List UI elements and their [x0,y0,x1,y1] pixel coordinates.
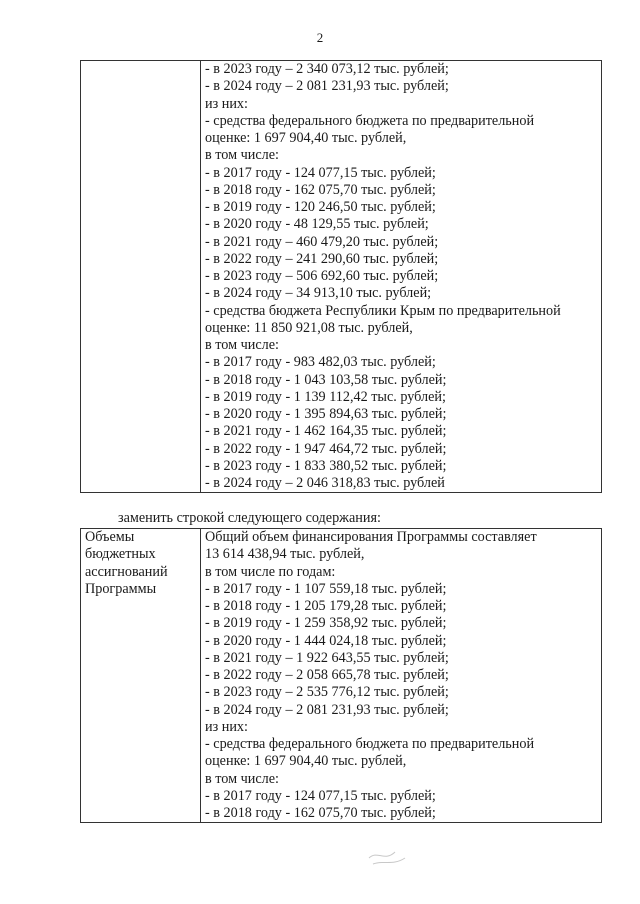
table-label-cell [81,529,201,823]
text-line: 13 614 438,94 тыс. рублей, [205,546,365,563]
text-line: оценке: 11 850 921,08 тыс. рублей, [205,319,413,336]
text-line: бюджетных [85,546,156,563]
text-line: ассигнований [85,563,168,580]
text-line: - в 2021 году - 1 462 164,35 тыс. рублей; [205,423,447,440]
table-row [81,529,602,823]
text-line: - в 2019 году - 120 246,50 тыс. рублей; [205,199,436,215]
text-line: Общий объем финансирования Программы составляет [205,529,537,545]
text-line: в том числе: [205,770,279,787]
text-line: - в 2018 году - 162 075,70 тыс. рублей; [205,805,436,821]
text-line: в том числе по годам: [205,563,336,580]
text-line: - в 2017 году - 983 482,03 тыс. рублей; [205,354,436,371]
replace-instruction: заменить строкой следующего содержания: [118,510,381,526]
page-number: 2 [316,30,324,45]
scan-mark [365,840,415,870]
text-line: - в 2024 году – 2 081 231,93 тыс. рублей; [205,78,449,95]
text-line: - в 2017 году - 124 077,15 тыс. рублей; [205,164,436,181]
text-line: - в 2024 году – 34 913,10 тыс. рублей; [205,285,432,302]
text-line: - в 2020 году - 1 395 894,63 тыс. рублей; [205,406,447,422]
text-line: из них: [205,718,248,735]
text-line: - в 2018 году - 1 205 179,28 тыс. рублей; [205,598,447,614]
text-line: - в 2018 году - 1 043 103,58 тыс. рублей; [205,371,447,388]
text-line: оценке: 1 697 904,40 тыс. рублей, [205,130,407,146]
text-line: - в 2019 году - 1 259 358,92 тыс. рублей; [205,615,447,632]
table-content-cell [201,529,602,823]
text-line: в том числе: [205,337,279,353]
text-line: - в 2024 году – 2 046 318,83 тыс. рублей [205,475,445,491]
text-line: - в 2020 году - 1 444 024,18 тыс. рублей; [205,632,447,649]
text-line: - в 2023 году – 2 340 073,12 тыс. рублей; [205,61,449,77]
text-line: - средства федерального бюджета по предварительной [205,112,535,129]
text-line: - в 2017 году - 1 107 559,18 тыс. рублей; [205,580,447,597]
text-line: в том числе: [205,147,279,164]
text-line: - в 2023 году – 506 692,60 тыс. рублей; [205,268,439,284]
text-line: оценке: 1 697 904,40 тыс. рублей, [205,753,407,770]
text-line: - в 2018 году - 162 075,70 тыс. рублей; [205,181,436,198]
text-line: - в 2024 году – 2 081 231,93 тыс. рублей; [205,701,449,718]
text-line: - в 2017 году - 124 077,15 тыс. рублей; [205,787,436,804]
text-line: Объемы [85,529,135,545]
text-line: - в 2022 году – 2 058 665,78 тыс. рублей; [205,667,449,683]
table-label-cell [81,61,201,493]
text-line: - в 2022 году - 1 947 464,72 тыс. рублей; [205,440,447,457]
funding-table-old [80,60,602,493]
text-line: - средства бюджета Республики Крым по предварительной [205,302,561,319]
text-line: - средства федерального бюджета по предварительной [205,736,535,752]
text-line: - в 2021 году – 460 479,20 тыс. рублей; [205,233,439,250]
text-line: - в 2022 году – 241 290,60 тыс. рублей; [205,250,439,267]
text-line: - в 2019 году - 1 139 112,42 тыс. рублей; [205,388,446,405]
text-line: - в 2023 году - 1 833 380,52 тыс. рублей; [205,457,447,474]
text-line: - в 2023 году – 2 535 776,12 тыс. рублей; [205,684,449,701]
text-line: из них: [205,95,248,112]
text-line: Программы [85,580,157,597]
table-content-cell [201,61,602,493]
table-row [81,61,602,493]
text-line: - в 2021 году – 1 922 643,55 тыс. рублей; [205,649,449,666]
text-line: - в 2020 году - 48 129,55 тыс. рублей; [205,216,429,233]
funding-table-new [80,528,602,823]
